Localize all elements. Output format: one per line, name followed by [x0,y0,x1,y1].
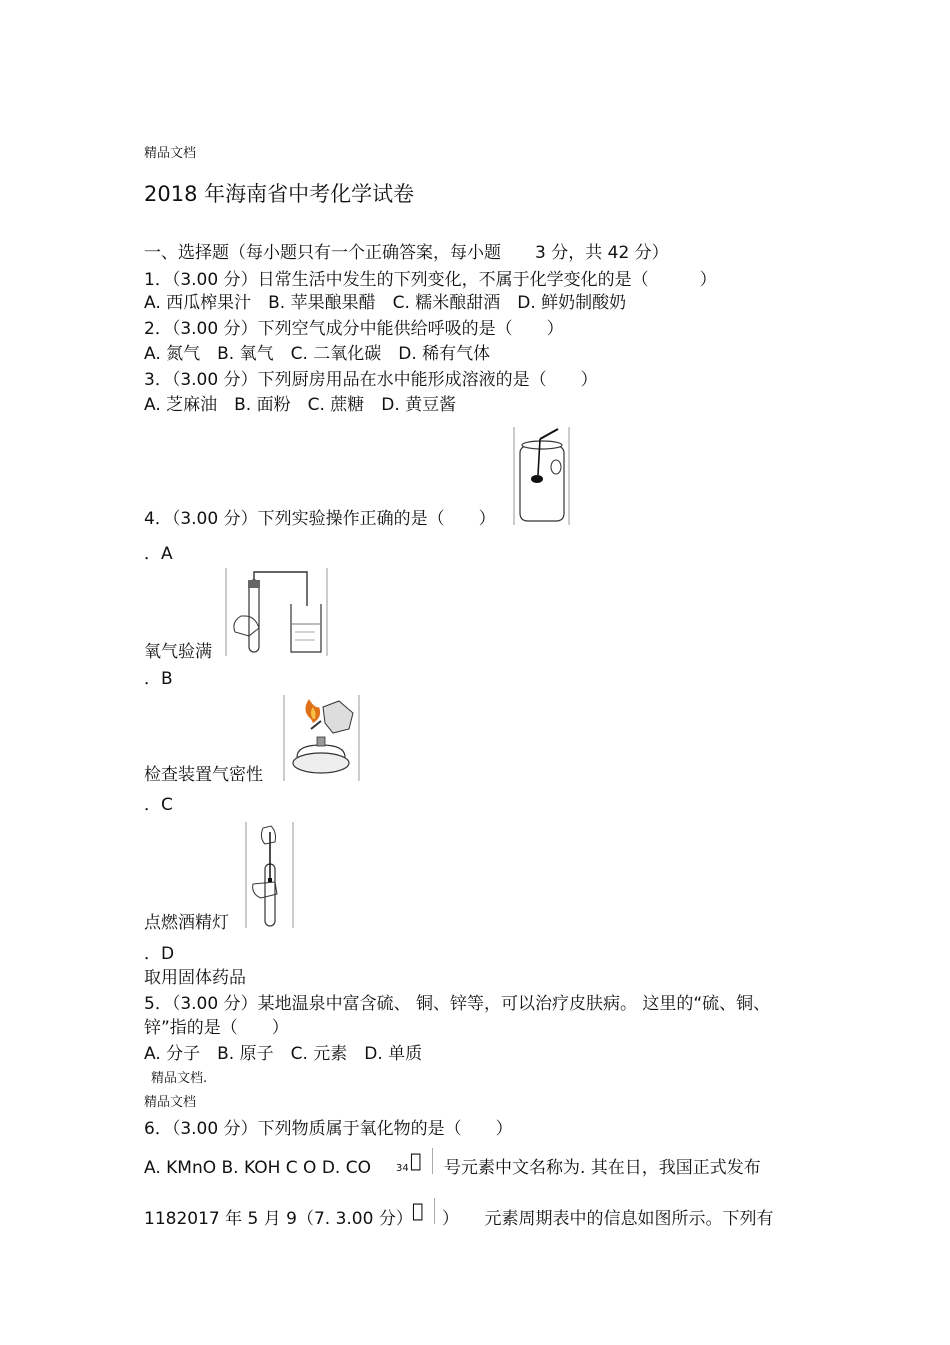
q4-option-c-label: 点燃酒精灯 [144,913,229,933]
q7-line2a: 1182017 年 5 月 9（7. 3.00 分） [144,1209,413,1229]
footer-label: 精品文档. [151,1071,208,1086]
q7-line2b: ） 元素周期表中的信息如图所示。下列有 [442,1209,774,1229]
section-heading: 一、选择题（每小题只有一个正确答案，每小题 3 分，共 42 分） [144,243,669,263]
q4-option-d-label: 取用固体药品 [144,968,246,988]
q4-option-a-marker: ．A [144,544,173,564]
q5-options: A. 分子 B. 原子 C. 元素 D. 单质 [144,1044,423,1064]
q4-option-a-label: 氧气验满 [144,642,212,662]
q4-stem-figure [512,425,572,527]
q6-options: A. KMnO B. KOH C O D. CO [144,1158,371,1178]
q6-subscripts: 34 [396,1163,409,1174]
q2-stem: 2．（3.00 分）下列空气成分中能供给呼吸的是（ ） [144,319,564,339]
q5-stem-line2: 锌”指的是（ ） [144,1018,289,1038]
header-label-page2: 精品文档 [144,1095,197,1110]
q1-options: A. 西瓜榨果汁 B. 苹果酿果醋 C. 糯米酿甜酒 D. 鲜奶制酸奶 [144,293,627,313]
q7-line1: 号元素中文名称为. 其在日，我国正式发布 [444,1158,761,1178]
element-symbol-icon [410,1198,435,1224]
q4-option-b-figure [283,693,361,783]
element-glyph: 𫟐 [412,1200,424,1222]
element-glyph: 𫟐 [410,1150,422,1172]
element-symbol-icon [408,1148,433,1174]
q4-option-b-marker: ．B [144,669,173,689]
q4-option-c-marker: ．C [144,795,173,815]
q4-stem: 4．（3.00 分）下列实验操作正确的是（ ） [144,509,496,529]
q3-options: A. 芝麻油 B. 面粉 C. 蔗糖 D. 黄豆酱 [144,395,457,415]
page-title: 2018 年海南省中考化学试卷 [144,182,415,206]
q1-stem: 1．（3.00 分）日常生活中发生的下列变化，不属于化学变化的是（ ） [144,270,717,290]
q3-stem: 3．（3.00 分）下列厨房用品在水中能形成溶液的是（ ） [144,370,598,390]
q4-option-a-figure [225,566,329,658]
q4-option-c-figure [245,820,295,930]
q6-stem: 6．（3.00 分）下列物质属于氧化物的是（ ） [144,1119,513,1139]
q2-options: A. 氮气 B. 氧气 C. 二氧化碳 D. 稀有气体 [144,344,491,364]
q4-option-d-marker: ．D [144,944,175,964]
q4-option-b-label: 检查装置气密性 [144,765,263,785]
header-label: 精品文档 [144,146,197,161]
q5-stem-line1: 5．（3.00 分）某地温泉中富含硫、 铜、锌等，可以治疗皮肤病。 这里的“硫、铜、 [144,994,771,1014]
